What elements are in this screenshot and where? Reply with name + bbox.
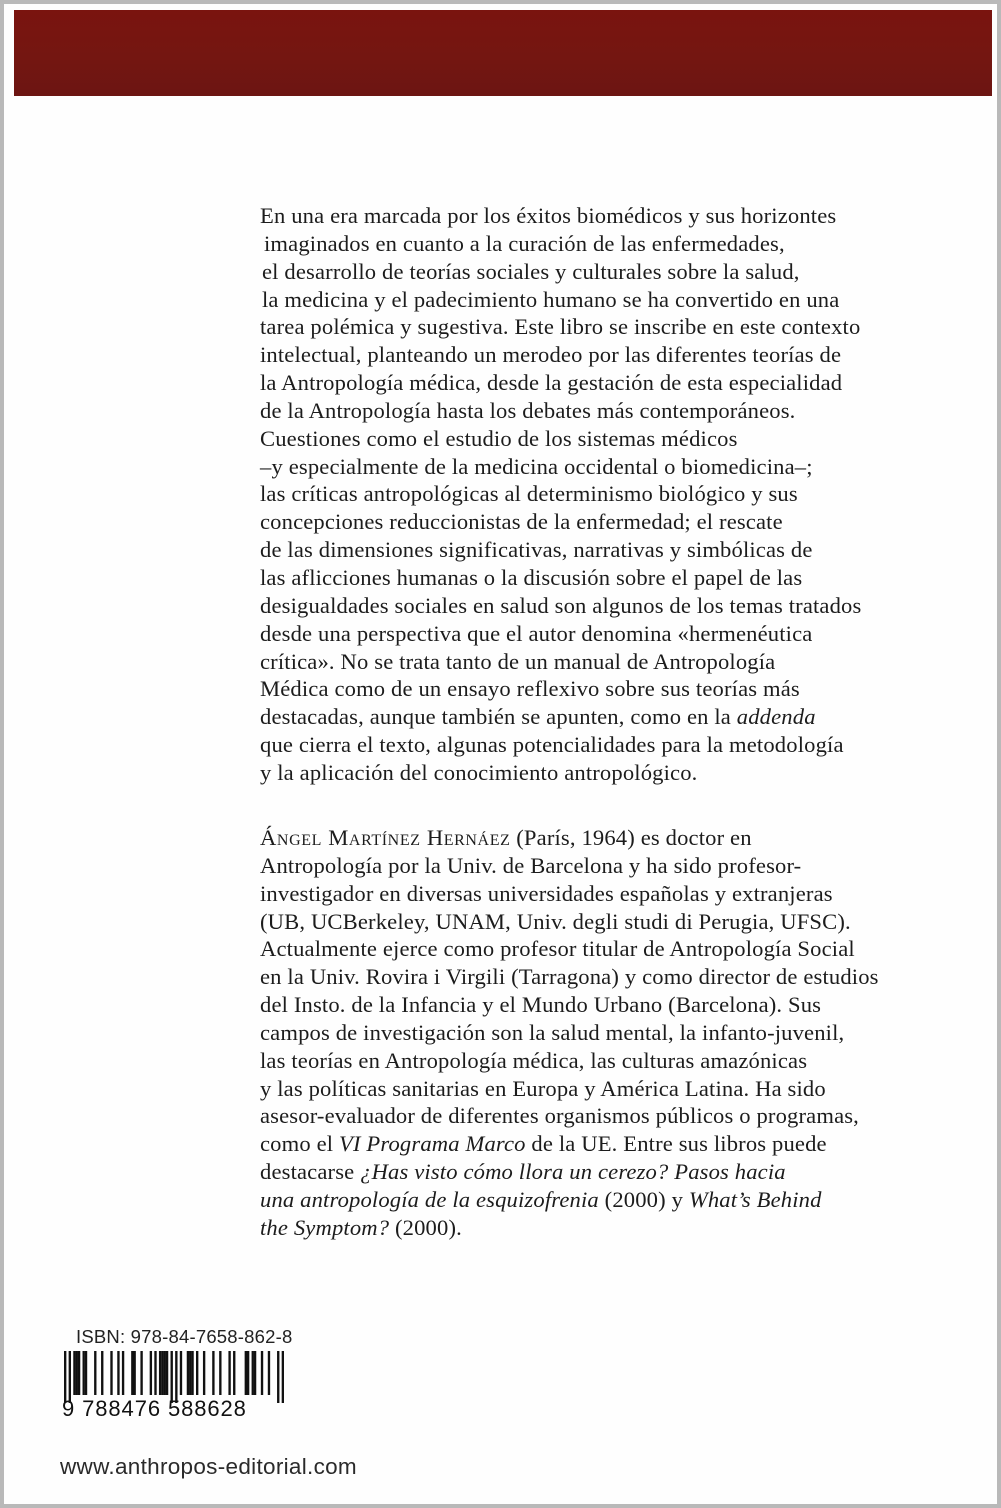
barcode-bar: [268, 1351, 270, 1395]
blurb-line: desde una perspectiva que el autor denomina «hermenéutica: [260, 620, 813, 646]
book-blurb: [260, 202, 960, 787]
barcode-bar: [131, 1351, 133, 1395]
barcode-bar: [78, 1351, 80, 1395]
blurb-line: Cuestiones como el estudio de los sistemas médicos: [260, 425, 738, 451]
blurb-line: Médica como de un ensayo reflexivo sobre sus teorías más: [260, 676, 800, 702]
blurb-line: las aflicciones humanas o la discusión sobre el papel de las: [260, 564, 803, 590]
bio-line: Actualmente ejerce como profesor titular de Antropología Social: [260, 936, 855, 962]
bio-line: y las políticas sanitarias en Europa y América Latina. Ha sido: [260, 1075, 826, 1101]
blurb-line: de las dimensiones significativas, narrativas y simbólicas de: [260, 537, 813, 563]
barcode-bar: [191, 1351, 193, 1395]
barcode-bar: [159, 1351, 161, 1395]
blurb-line: En una era marcada por los éxitos biomédicos y sus horizontes: [260, 203, 837, 228]
barcode-bar: [73, 1351, 75, 1395]
bio-line: en la Univ. Rovira i Virgili (Tarragona) y como director de estudios: [260, 964, 879, 990]
barcode-bar: [140, 1351, 142, 1395]
barcode-bar: [117, 1351, 119, 1395]
bio-text: como el: [260, 1131, 339, 1157]
author-bio: [260, 824, 960, 1242]
bio-italic-programa: VI Programa Marco: [339, 1131, 526, 1157]
bio-italic-book-title: What’s Behind: [688, 1186, 822, 1212]
barcode-bar: [247, 1351, 249, 1395]
barcode-bar: [219, 1351, 221, 1395]
barcode-bar: [187, 1351, 189, 1395]
blurb-line: –y especialmente de la medicina occidental o biomedicina–;: [260, 453, 813, 479]
barcode-bar: [94, 1351, 96, 1395]
barcode-bar: [245, 1351, 247, 1395]
bio-text: destacarse: [260, 1159, 361, 1185]
barcode-digits: 9 788476 588628: [62, 1396, 247, 1421]
author-name: Ángel Martínez Hernáez: [260, 825, 511, 850]
blurb-italic-addenda: addenda: [736, 704, 816, 730]
barcode-bar: [122, 1351, 124, 1395]
bio-text: (2000).: [389, 1214, 462, 1240]
barcode-bar: [203, 1351, 205, 1395]
bio-text: de la UE. Entre sus libros puede: [525, 1131, 827, 1157]
blurb-line: desigualdades sociales en salud son algunos de los temas tratados: [260, 592, 862, 618]
blurb-line: que cierra el texto, algunas potencialidades para la metodología: [260, 732, 844, 758]
barcode-bar: [110, 1351, 112, 1395]
blurb-line: imaginados en cuanto a la curación de las enfermedades,: [264, 230, 785, 256]
barcode-bar: [166, 1351, 168, 1395]
bio-line: [260, 1186, 960, 1214]
barcode-bar: [252, 1351, 254, 1395]
blurb-text: destacadas, aunque también se apunten, como en la: [260, 704, 737, 730]
barcode-bar: [261, 1351, 263, 1395]
blurb-line: la medicina y el padecimiento humano se ha convertido en una: [262, 286, 840, 312]
barcode-bar: [85, 1351, 87, 1395]
bio-line: [260, 1214, 960, 1242]
barcode-bar: [189, 1351, 191, 1395]
bio-italic-book-title: the Symptom?: [260, 1214, 390, 1240]
blurb-line: la Antropología médica, desde la gestación de esta especialidad: [260, 370, 843, 396]
bio-line: las teorías en Antropología médica, las culturas amazónicas: [260, 1047, 808, 1073]
bio-italic-book-title: una antropología de la esquizofrenia: [260, 1186, 599, 1212]
bio-line: Antropología por la Univ. de Barcelona y ha sido profesor-: [260, 852, 802, 878]
barcode-bar: [161, 1351, 163, 1395]
bio-line: del Insto. de la Infancia y el Mundo Urbano (Barcelona). Sus: [260, 992, 822, 1018]
blurb-line: intelectual, planteando un merodeo por las diferentes teorías de: [260, 342, 842, 368]
bio-italic-book-title: ¿Has visto cómo llora un cerezo? Pasos hacia: [360, 1159, 786, 1185]
barcode-bar: [228, 1351, 230, 1395]
blurb-line: concepciones reduccionistas de la enfermedad; el rescate: [260, 509, 783, 535]
blurb-line: el desarrollo de teorías sociales y culturales sobre la salud,: [262, 258, 800, 284]
bio-line: [260, 1130, 960, 1158]
barcode-bar: [212, 1351, 214, 1395]
barcode-bar: [196, 1351, 198, 1395]
barcode-bar: [154, 1351, 156, 1395]
bio-line: campos de investigación son la salud mental, la infanto-juvenil,: [260, 1019, 845, 1045]
maroon-top-band: [14, 10, 992, 96]
bio-line: [260, 824, 960, 852]
barcode-bar: [254, 1351, 256, 1395]
barcode-bar: [164, 1351, 166, 1395]
barcode-bar: [233, 1351, 235, 1395]
publisher-website: www.anthropos-editorial.com: [60, 1454, 357, 1479]
barcode-bar: [83, 1351, 85, 1395]
barcode-bar: [76, 1351, 78, 1395]
barcode-bar: [277, 1351, 279, 1403]
blurb-line: [260, 703, 960, 731]
barcode-bar: [180, 1351, 182, 1395]
barcode-bar: [282, 1351, 284, 1403]
barcode-bar: [150, 1351, 152, 1395]
blurb-line: y la aplicación del conocimiento antropológico.: [260, 759, 698, 785]
bio-text: (2000) y: [598, 1186, 689, 1212]
isbn-label: ISBN: 978-84-7658-862-8: [76, 1326, 293, 1347]
bio-line: investigador en diversas universidades españolas y extranjeras: [260, 880, 833, 906]
bio-text: (París, 1964) es doctor en: [510, 825, 752, 850]
blurb-line: de la Antropología hasta los debates más contemporáneos.: [260, 397, 796, 423]
barcode-bar: [133, 1351, 135, 1395]
blurb-line: crítica». No se trata tanto de un manual de Antropología: [260, 648, 776, 674]
blurb-line: las críticas antropológicas al determinismo biológico y sus: [260, 481, 798, 507]
bio-line: (UB, UCBerkeley, UNAM, Univ. degli studi di Perugia, UFSC).: [260, 908, 851, 934]
barcode-bar: [101, 1351, 103, 1395]
bio-line: asesor-evaluador de diferentes organismos públicos o programas,: [260, 1103, 859, 1129]
bio-line: [260, 1158, 960, 1186]
blurb-line: tarea polémica y sugestiva. Este libro se inscribe en este contexto: [260, 314, 861, 340]
